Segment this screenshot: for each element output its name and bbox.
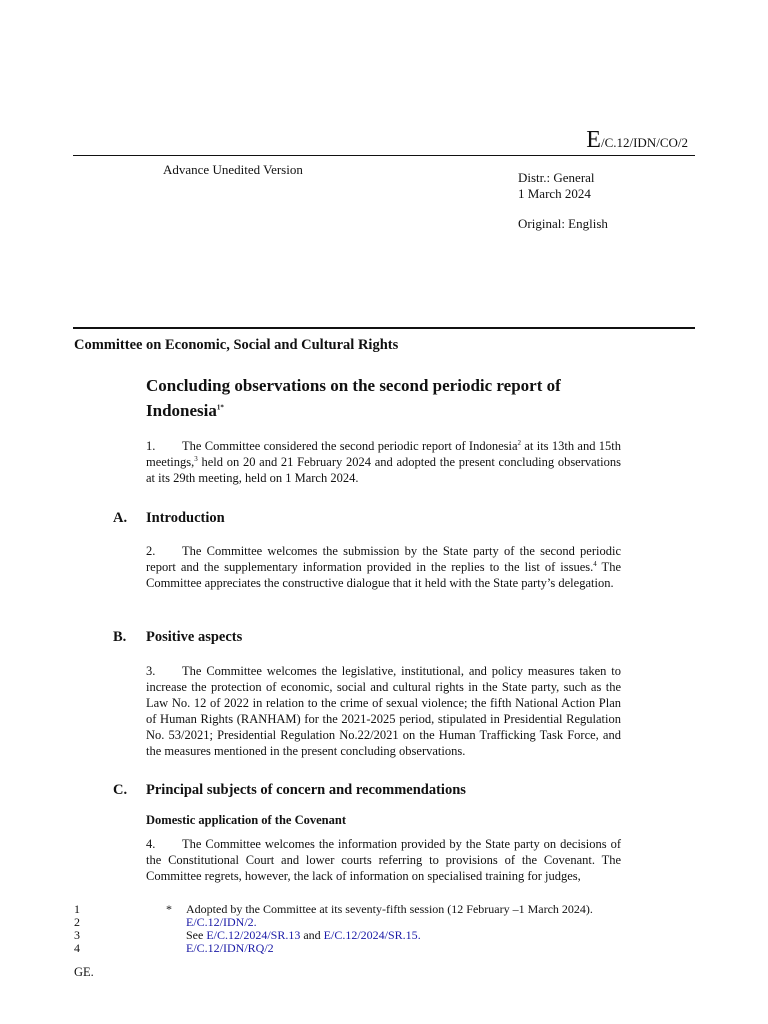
- paragraph-4: [146, 836, 621, 884]
- distr-text: Distr.: General: [518, 170, 595, 185]
- para-text: The Committee welcomes the submission by the State party of the second periodic report and the supplementary information provided in the replies to the list of issues.: [146, 544, 621, 574]
- footnote-number: 1: [74, 902, 80, 916]
- footnote-mark: *: [166, 902, 172, 916]
- footnote-number: 4: [74, 941, 80, 955]
- symbol-letter: E: [586, 127, 601, 153]
- para-text: The Committee appreciates the constructive dialogue that it held with the State party’s delegation.: [146, 560, 621, 590]
- footnote-number: 2: [74, 915, 80, 929]
- ge-job-number: GE.: [74, 965, 94, 979]
- para-text: The Committee considered the second periodic report of Indonesia: [182, 439, 518, 453]
- section-letter: A.: [113, 510, 128, 526]
- footnote-suffix: .: [253, 915, 257, 929]
- paragraph-2: [146, 543, 621, 591]
- section-letter: B.: [113, 629, 127, 645]
- footnote-mid: and: [300, 928, 324, 942]
- title-footnote-mark: 1*: [216, 403, 224, 412]
- footnote-number: 3: [74, 928, 80, 942]
- title-line-1: Concluding observations on the second periodic report of: [146, 376, 561, 395]
- paragraph-number: 1.: [146, 439, 156, 453]
- date-text: 1 March 2024: [518, 186, 591, 201]
- paragraph-1: [146, 438, 621, 486]
- footnote-link[interactable]: E/C.12/2024/SR.15: [323, 928, 418, 942]
- para-text: The Committee welcomes the information provided by the State party on decisions of the Constitutional Court and lower courts referring to provisions of the Covenant. The Committee regrets, however, the lack of information on specialised training for judges,: [146, 837, 621, 883]
- advance-label: Advance Unedited Version: [163, 162, 303, 177]
- title-line-2: Indonesia: [146, 401, 217, 420]
- committee-name: Committee on Economic, Social and Cultural Rights: [74, 337, 399, 353]
- section-heading-a: [113, 510, 225, 527]
- section-title: Introduction: [146, 510, 225, 526]
- section-heading-c: [113, 782, 466, 799]
- footnote-4: [74, 942, 274, 955]
- original-language: Original: English: [518, 216, 608, 231]
- paragraph-3: [146, 663, 621, 759]
- symbol-rest: /C.12/IDN/CO/2: [600, 135, 688, 150]
- footnote-prefix: See: [186, 928, 207, 942]
- subheading-domestic-application: Domestic application of the Covenant: [146, 813, 346, 827]
- footnote-link[interactable]: E/C.12/IDN/2: [186, 915, 254, 929]
- footnote-1: [74, 903, 593, 916]
- distribution-block: [518, 170, 595, 202]
- footnote-text: Adopted by the Committee at its seventy-fifth session (12 February –1 March 2024).: [186, 902, 593, 916]
- document-symbol: [586, 127, 688, 154]
- footnote-ref-4[interactable]: 4: [593, 559, 597, 568]
- paragraph-number: 3.: [146, 664, 156, 678]
- section-heading-b: [113, 629, 242, 646]
- section-letter: C.: [113, 782, 128, 798]
- header-rule: [73, 155, 695, 156]
- paragraph-number: 2.: [146, 544, 156, 558]
- footnote-ref-3[interactable]: 3: [194, 454, 198, 463]
- committee-rule: [73, 327, 695, 329]
- para-text: The Committee welcomes the legislative, institutional, and policy measures taken to increase the protection of economic, social and cultural rights in the State party, such as the Law No. 12 of 2022 in relation to the crime of sexual violence; the fifth National Action Plan of Human Rights (RANHAM) for the 2021-2025 period, stipulated in Presidential Regulation No. 53/2021; Presidential Regulation No.22/2021 on the Human Trafficking Task Force, and the measures mentioned in the present concluding observations.: [146, 664, 621, 758]
- footnote-ref-2[interactable]: 2: [517, 438, 522, 447]
- paragraph-number: 4.: [146, 837, 156, 851]
- para-text: held on 20 and 21 February 2024 and adopted the present concluding observations at its 29th meeting, held on 1 March 2024.: [146, 455, 621, 485]
- para-text: at its 13th and 15th meetings,: [146, 439, 622, 469]
- section-title: Positive aspects: [146, 629, 243, 645]
- footnote-link[interactable]: E/C.12/2024/SR.13: [206, 928, 301, 942]
- footnote-link[interactable]: E/C.12/IDN/RQ/2: [186, 941, 274, 955]
- footnote-suffix: .: [417, 928, 421, 942]
- section-title: Principal subjects of concern and recommendations: [146, 782, 466, 798]
- document-title: [146, 373, 626, 423]
